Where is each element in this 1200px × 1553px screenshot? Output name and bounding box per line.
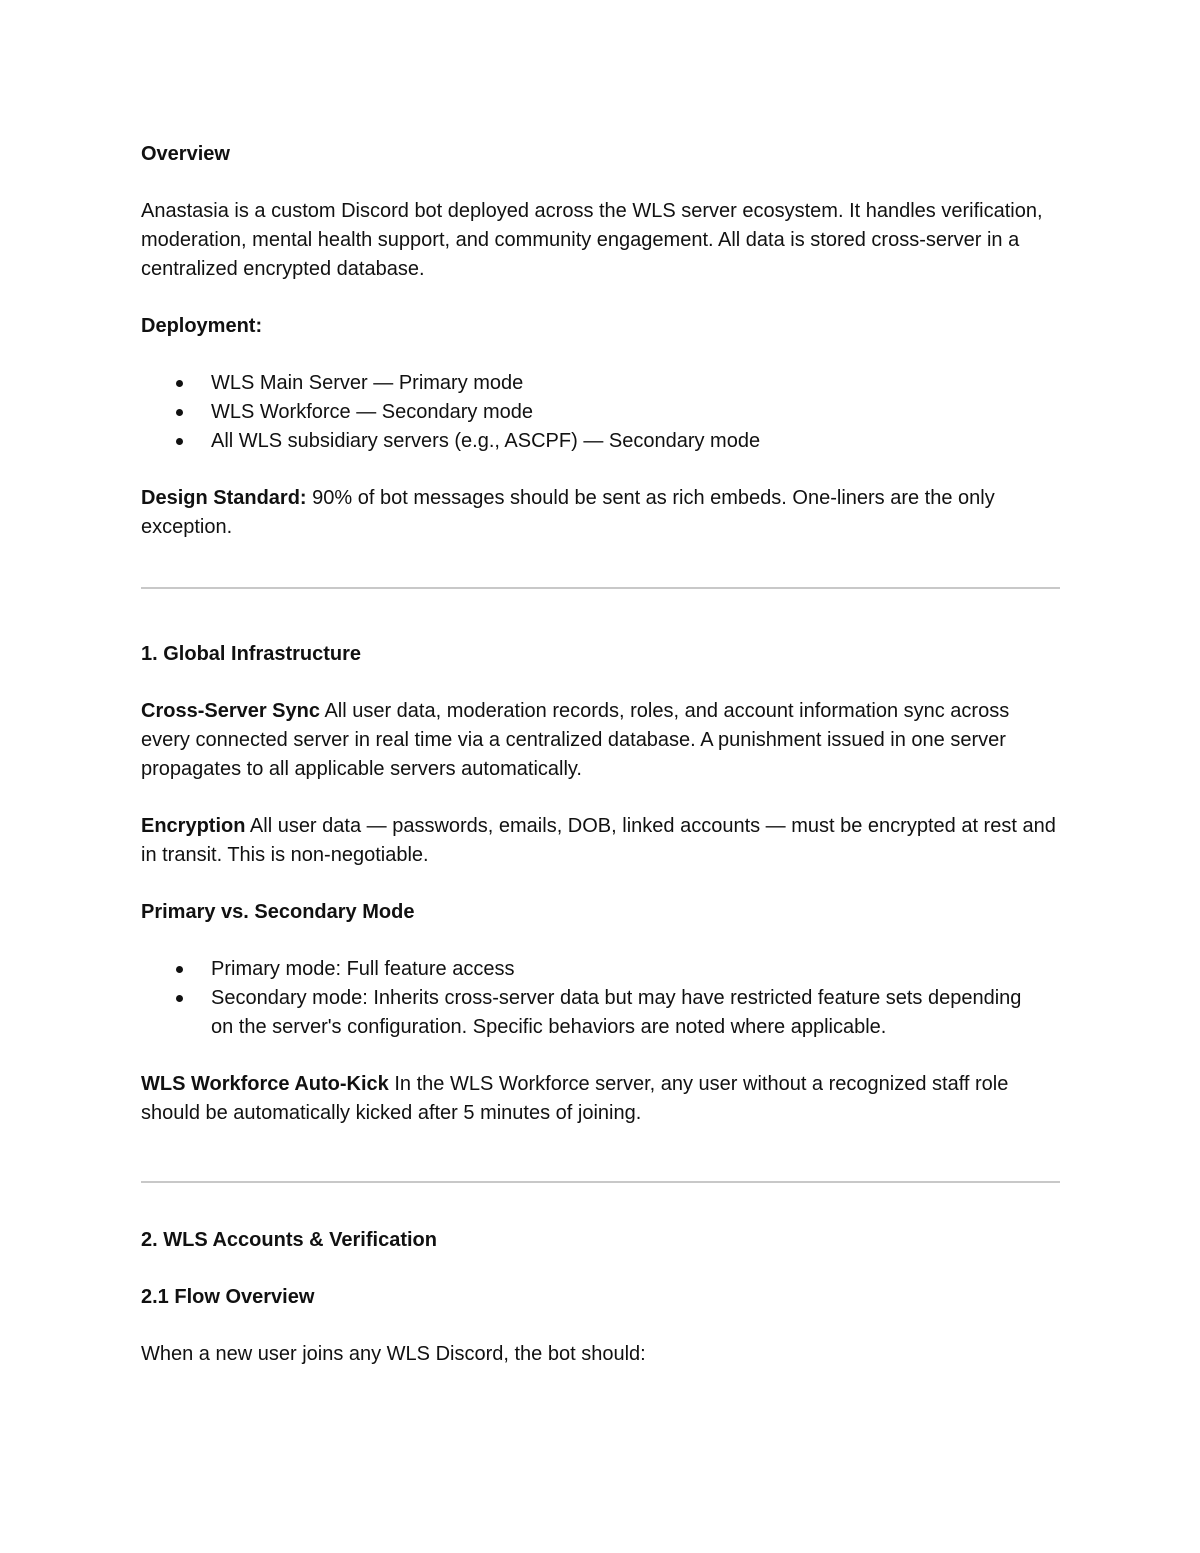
overview-body: Anastasia is a custom Discord bot deployed across the WLS server ecosystem. It handles verification, moderation, mental health support, and community engagement. All data is stored cross-server in a centralized encrypted database. (141, 200, 1043, 280)
list-item: WLS Main Server — Primary mode (141, 369, 1061, 398)
section2-subheading: 2.1 Flow Overview (141, 1286, 315, 1308)
cross-server-label: Cross-Server Sync (141, 700, 320, 722)
modes-list (141, 955, 1061, 1042)
section2-intro: When a new user joins any WLS Discord, the bot should: (141, 1343, 646, 1365)
auto-kick-text: In the WLS Workforce server, any user without a recognized staff role should be automatically kicked after 5 minutes of joining. (141, 1073, 1009, 1124)
auto-kick-label: WLS Workforce Auto-Kick (141, 1073, 389, 1095)
cross-server-paragraph (141, 697, 1061, 784)
list-item: Secondary mode: Inherits cross-server data but may have restricted feature sets depending on the server's configuration. Specific behaviors are noted where applicable. (141, 984, 1061, 1042)
cross-server-text: All user data, moderation records, roles, and account information sync across every connected server in real time via a centralized database. A punishment issued in one server propagates to all applicable servers automatically. (141, 700, 1010, 780)
deployment-heading: Deployment: (141, 315, 263, 337)
modes-heading: Primary vs. Secondary Mode (141, 901, 415, 923)
list-item: Primary mode: Full feature access (141, 955, 1061, 984)
auto-kick-paragraph (141, 1070, 1061, 1128)
design-standard-paragraph (141, 484, 1061, 542)
section1-heading: 1. Global Infrastructure (141, 643, 362, 665)
design-standard-text: 90% of bot messages should be sent as rich embeds. One-liners are the only exception. (141, 487, 995, 538)
design-standard-label: Design Standard: (141, 487, 307, 509)
encryption-paragraph (141, 812, 1061, 870)
encryption-label: Encryption (141, 815, 246, 837)
list-item: WLS Workforce — Secondary mode (141, 398, 1061, 427)
encryption-text: All user data — passwords, emails, DOB, linked accounts — must be encrypted at rest and in transit. This is non-negotiable. (141, 815, 1056, 866)
overview-heading: Overview (141, 143, 230, 165)
list-item: All WLS subsidiary servers (e.g., ASCPF) — Secondary mode (141, 427, 1061, 456)
section2-heading: 2. WLS Accounts & Verification (141, 1229, 437, 1251)
document-page (141, 140, 1061, 1369)
deployment-list (141, 369, 1061, 456)
